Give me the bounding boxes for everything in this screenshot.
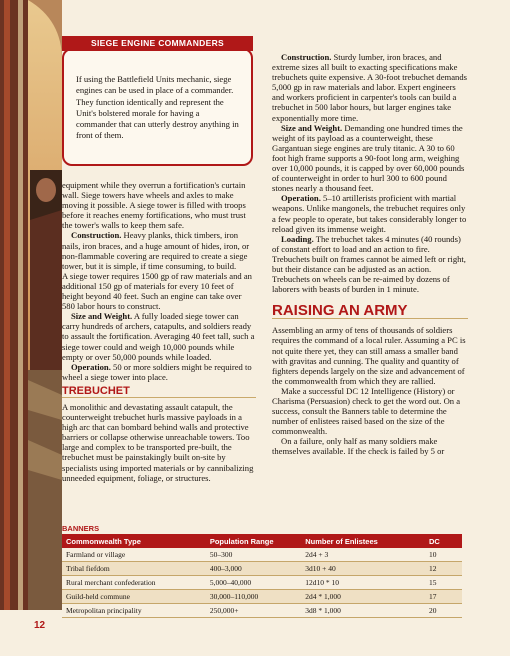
table-cell: 10 [425, 548, 462, 562]
table-cell: 3d10 + 40 [301, 562, 425, 576]
table-row [62, 590, 462, 604]
table-cell: 250,000+ [206, 604, 301, 618]
banners-table [62, 534, 462, 618]
table-cell: Tribal fiefdom [62, 562, 206, 576]
siege-tower-operation [62, 362, 256, 382]
table-cell: Metropolitan principality [62, 604, 206, 618]
raising-army-failure: On a failure, only half as many soldiers make themselves available. If the check is failed by 5 or [272, 436, 445, 457]
siege-tower-construction [62, 230, 256, 270]
trebuchet-heading: TREBUCHET [62, 386, 256, 398]
table-cell: Guild-held commune [62, 590, 206, 604]
trebuchet-loading [272, 234, 468, 295]
table-cell: 30,000–110,000 [206, 590, 301, 604]
table-cell: 12d10 * 10 [301, 576, 425, 590]
table-cell: Farmland or village [62, 548, 206, 562]
left-column [62, 180, 256, 483]
trebuchet-size [272, 123, 468, 194]
operation-text: 50 or more soldiers might be required to wheel a siege tower into place. [62, 361, 252, 382]
table-cell: 17 [425, 590, 462, 604]
construction-label: Construction. [71, 230, 122, 241]
table-row [62, 562, 462, 576]
sidebar-text: If using the Battlefield Units mechanic, siege engines can be used in place of a commander. They function identically and represent the Unit's bolstered morale for having a commander that can utterly destroy anything in front of them. [76, 74, 239, 141]
table-header-cell: DC [425, 534, 462, 548]
table-header-cell: Commonwealth Type [62, 534, 206, 548]
operation-label: Operation. [281, 193, 321, 204]
loading-text: The trebuchet takes 4 minutes (40 rounds) of constant effort to load and an action to fire. Trebuchets built on frames cannot be aimed left or right, but their distance can be adjusted as an action. Trebuchets on wheels can be re-aimed by dozens of laborers with beasts of burden in 1 minute. [272, 233, 466, 295]
loading-label: Loading. [281, 233, 314, 244]
trebuchet-description: A monolithic and devastating assault catapult, the counterweight trebuchet hurls massive payloads in a high arc that can bombard behind walls and protective barriers or collapse otherwise unreachable towers. Too large and complex to be transported pre-built, the trebuchet must be painstakingly built on-site by specialists using imported materials or by cannibalizing unneeded equipment, foliage, or structures. [62, 401, 254, 483]
siege-scene-illustration [0, 0, 62, 610]
table-row [62, 548, 462, 562]
table-cell: 5,000–40,000 [206, 576, 301, 590]
sidebar-box [62, 48, 253, 166]
table-row [62, 576, 462, 590]
page-number: 12 [34, 620, 46, 631]
trebuchet-operation [272, 193, 468, 233]
construction-text: Sturdy lumber, iron braces, and extreme sizes all built to exacting specifications make trebuchets quite expensive. A 30-foot trebuchet demands 5,000 gp in raw materials and labor. Expert engineers and workers proficient in carpenter's tools can build a trebuchet in 500 labor hours, but larger engines take exponentially more time. [272, 52, 467, 123]
table-header-cell: Population Range [206, 534, 301, 548]
table-cell: 50–300 [206, 548, 301, 562]
sidebar-title: SIEGE ENGINE COMMANDERS [62, 36, 253, 51]
table-cell: 15 [425, 576, 462, 590]
table-cell: Rural merchant confederation [62, 576, 206, 590]
table-cell: 12 [425, 562, 462, 576]
table-cell: 20 [425, 604, 462, 618]
construction-text: Heavy planks, thick timbers, iron nails, iron braces, and a huge amount of hides, iron, or non-flammable covering are required to create a siege tower, but it is simple, if time consuming, to build. [62, 230, 250, 271]
table-row [62, 604, 462, 618]
right-column [272, 52, 468, 457]
operation-label: Operation. [71, 361, 111, 372]
table-cell: 400–3,000 [206, 562, 301, 576]
size-label: Size and Weight. [281, 122, 343, 133]
siege-tower-intro: equipment while they overrun a fortification's curtain wall. Siege towers have wheels and axles to make moving it possible. A siege tower is filled with troops before it reaches enemy fortifications, who must trust the tower's walls to keep them safe. [62, 180, 246, 231]
construction-label: Construction. [281, 52, 332, 62]
raising-army-intro: Assembling an army of tens of thousands of soldiers requires the command of a local ruler. Assuming a PC is not quite there yet, they can still amass a smaller band with gravitas and cunning. The quality and quantity of fighters depends largely on the size and advancement of the commonwealth from which they are rallied. [272, 325, 466, 386]
operation-text: 5–10 artillerists proficient with martial weapons. Unlike mangonels, the trebuchet requires only a few people to operate, but takes considerably longer to reload given its immense weight. [272, 193, 467, 234]
raising-army-heading: RAISING AN ARMY [272, 306, 468, 319]
table-header-cell: Number of Enlistees [301, 534, 425, 548]
size-text: Demanding one hundred times the weight of its payload as a counterweight, these Gargantuan siege engines are truly titanic. A 30 to 60 foot high frame supports a 90-foot long arm, weighing over 10,000 pounds, it is capped by over 60,000 pounds of counterweight in order to hurl 300 to 600 pound stones nearly a thousand feet. [272, 122, 465, 194]
table-cell: 2d4 * 1,000 [301, 590, 425, 604]
table-header-row [62, 534, 462, 548]
banners-table-caption: BANNERS [62, 524, 100, 533]
table-cell: 3d8 * 1,000 [301, 604, 425, 618]
trebuchet-construction [272, 52, 468, 123]
table-cell: 2d4 + 3 [301, 548, 425, 562]
siege-tower-cost: A siege tower requires 1500 gp of raw materials and an additional 150 gp of materials for every 10 feet of height beyond 40 feet. Such an engine can take over 580 labor hours to construct. [62, 270, 252, 312]
raising-army-check: Make a successful DC 12 Intelligence (History) or Charisma (Persuasion) check to get the word out. On a success, consult the Banners table to determine the number of enlistees raised based on the size of the commonwealth. [272, 385, 461, 437]
illustration-artwork [0, 0, 62, 610]
size-text: A fully loaded siege tower can carry hundreds of archers, catapults, and soldiers ready to assault the fortification. Averaging 40 feet tall, such a siege tower could and weigh 10,000 pounds while empty or over 50,000 pounds while loaded. [62, 311, 255, 362]
size-label: Size and Weight. [71, 311, 133, 322]
siege-tower-size [62, 311, 256, 361]
